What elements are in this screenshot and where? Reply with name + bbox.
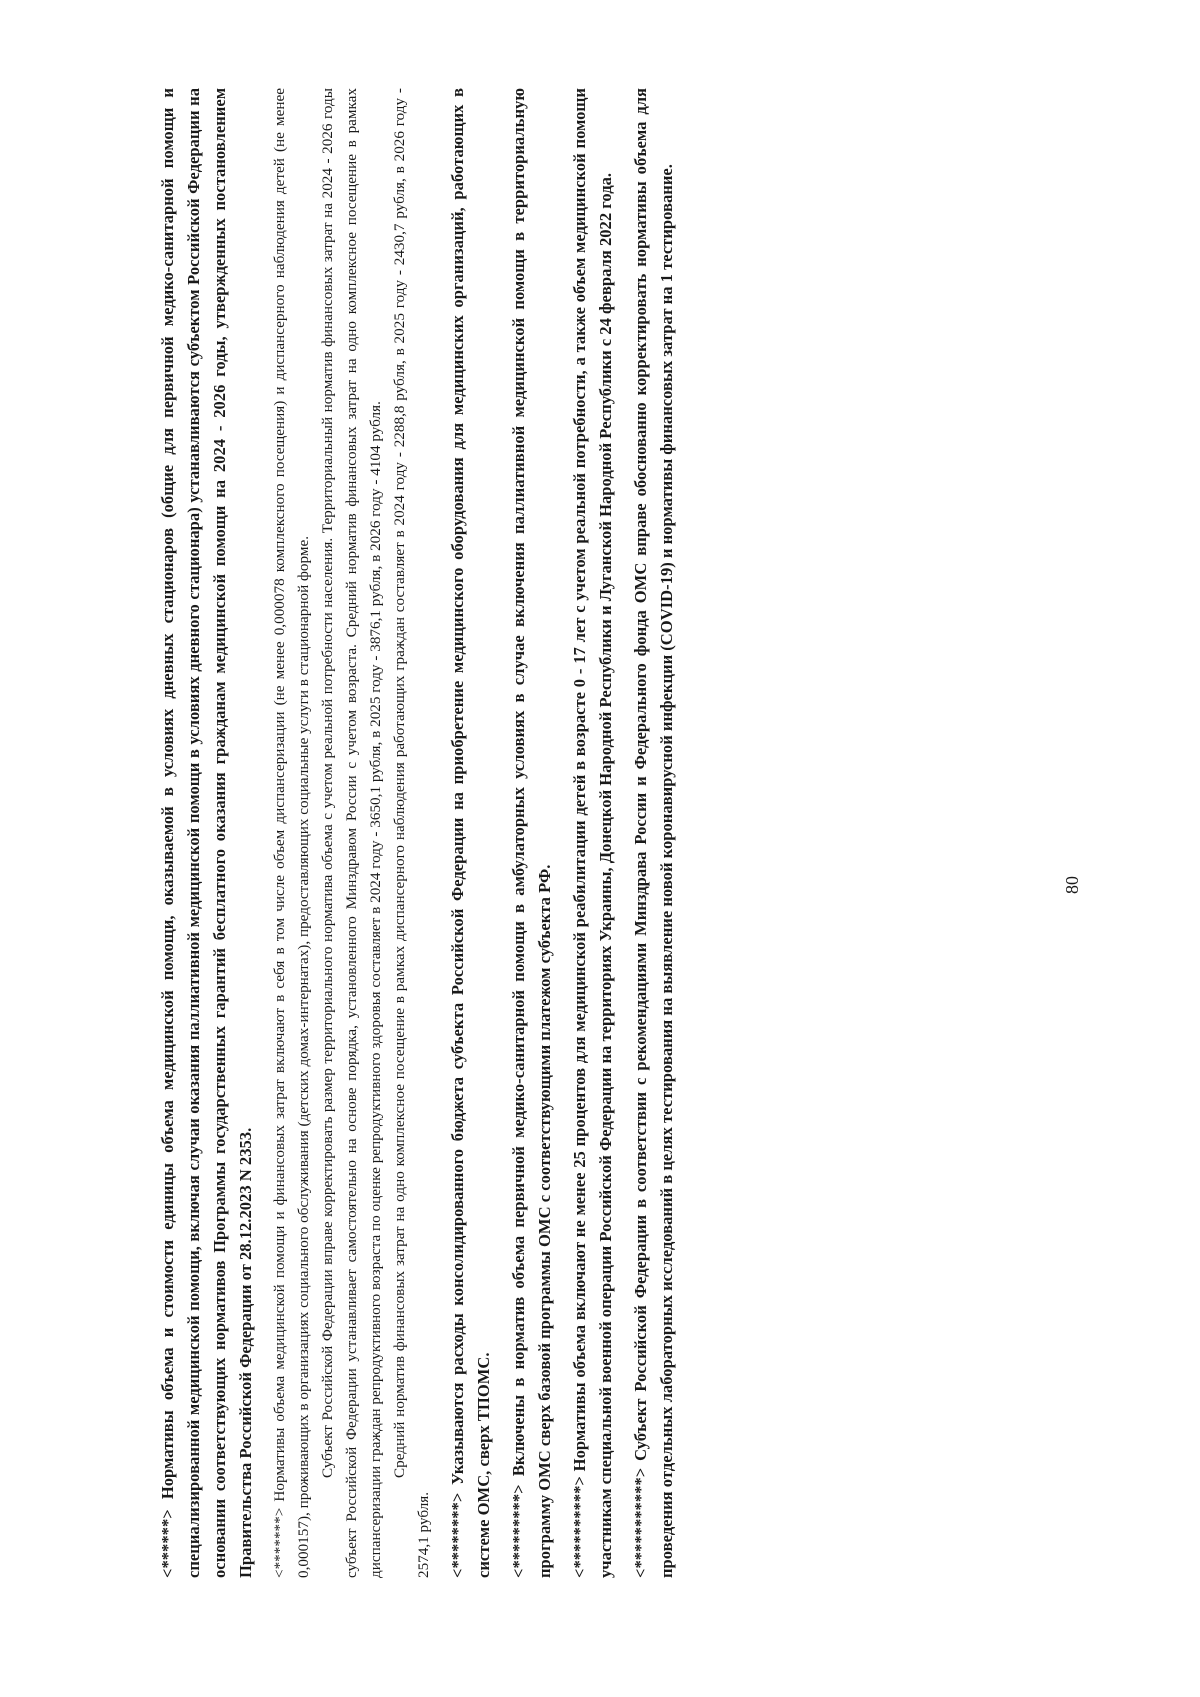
- footnote-6: <******> Нормативы объема и стоимости единицы объема медицинской помощи, оказываемой в условиях дневных стационаров (общие для первичной медико-санитарной помощи и специализированной медицинской помощи, включая случаи оказания паллиативной медицинской помощи в условиях дневного стационара) устанавливаются субъектом Российской Федерации на основании соответствующих нормативов Программы государственных гарантий бесплатного оказания гражданам медицинской помощи на 2024 - 2026 годы, утвержденных постановлением Правительства Российской Федерации от 28.12.2023 N 2353.: [158, 88, 255, 1578]
- footnote-11: <***********> Субъект Российской Федерации в соответствии с рекомендациями Минздрава России и Федерального фонда ОМС вправе обоснованно корректировать нормативы объема для проведения отдельных лабораторных исследований в целях тестирования на выявление новой коронавирусной инфекции (COVID-19) и нормативы финансовых затрат на 1 тестирование.: [631, 88, 676, 1578]
- page-number: 80: [1062, 876, 1082, 894]
- footnote-7: <*******> Нормативы объема медицинской помощи и финансовых затрат включают в себя в том числе объем диспансеризации (не менее 0,000078 комплексного посещения) и диспансерного наблюдения детей (не менее 0,000157), проживающих в организациях социального обслуживания (детских домах-интернатах), предоставляющих социальные услуги в стационарной форме.: [271, 88, 312, 1578]
- footnote-7-paragraph-2: Субъект Российской Федерации вправе корректировать размер территориального норматива объема с учетом реальной потребности населения. Территориальный норматив финансовых затрат на 2024 - 2026 годы субъект Российской Федерации устанавливает самостоятельно на основе порядка, установленного Минздравом России с учетом возраста. Средний норматив финансовых затрат на одно комплексное посещение в рамках диспансеризации граждан репродуктивного возраста по оценке репродуктивного здоровья составляет в 2024 году - 3650,1 рубля, в 2025 году - 3876,1 рубля, в 2026 году - 4104 рубля.: [319, 88, 384, 1578]
- footnote-10: <**********> Нормативы объема включают не менее 25 процентов для медицинской реабилитации детей в возрасте 0 - 17 лет с учетом реальной потребности, а также объем медицинской помощи участникам специальной военной операции Российской Федерации на территориях Украины, Донецкой Народной Республики и Луганской Народной Республики с 24 февраля 2022 года.: [570, 88, 615, 1578]
- rotated-document-body: [155, 88, 835, 1578]
- footnote-9: <*********> Включены в норматив объема первичной медико-санитарной помощи в амбулаторных условиях в случае включения паллиативной медицинской помощи в территориальную программу ОМС сверх базовой программы ОМС с соответствующими платежом субъекта РФ.: [509, 88, 554, 1578]
- footnote-7-paragraph-3: Средний норматив финансовых затрат на одно комплексное посещение в рамках диспансерного наблюдения работающих граждан составляет в 2024 году - 2288,8 рубля, в 2025 году - 2430,7 рубля, в 2026 году - 2574,1 рубля.: [391, 88, 432, 1578]
- footnote-8: <********> Указываются расходы консолидированного бюджета субъекта Российской Федерации на приобретение медицинского оборудования для медицинских организаций, работающих в системе ОМС, сверх ТПОМС.: [448, 88, 493, 1578]
